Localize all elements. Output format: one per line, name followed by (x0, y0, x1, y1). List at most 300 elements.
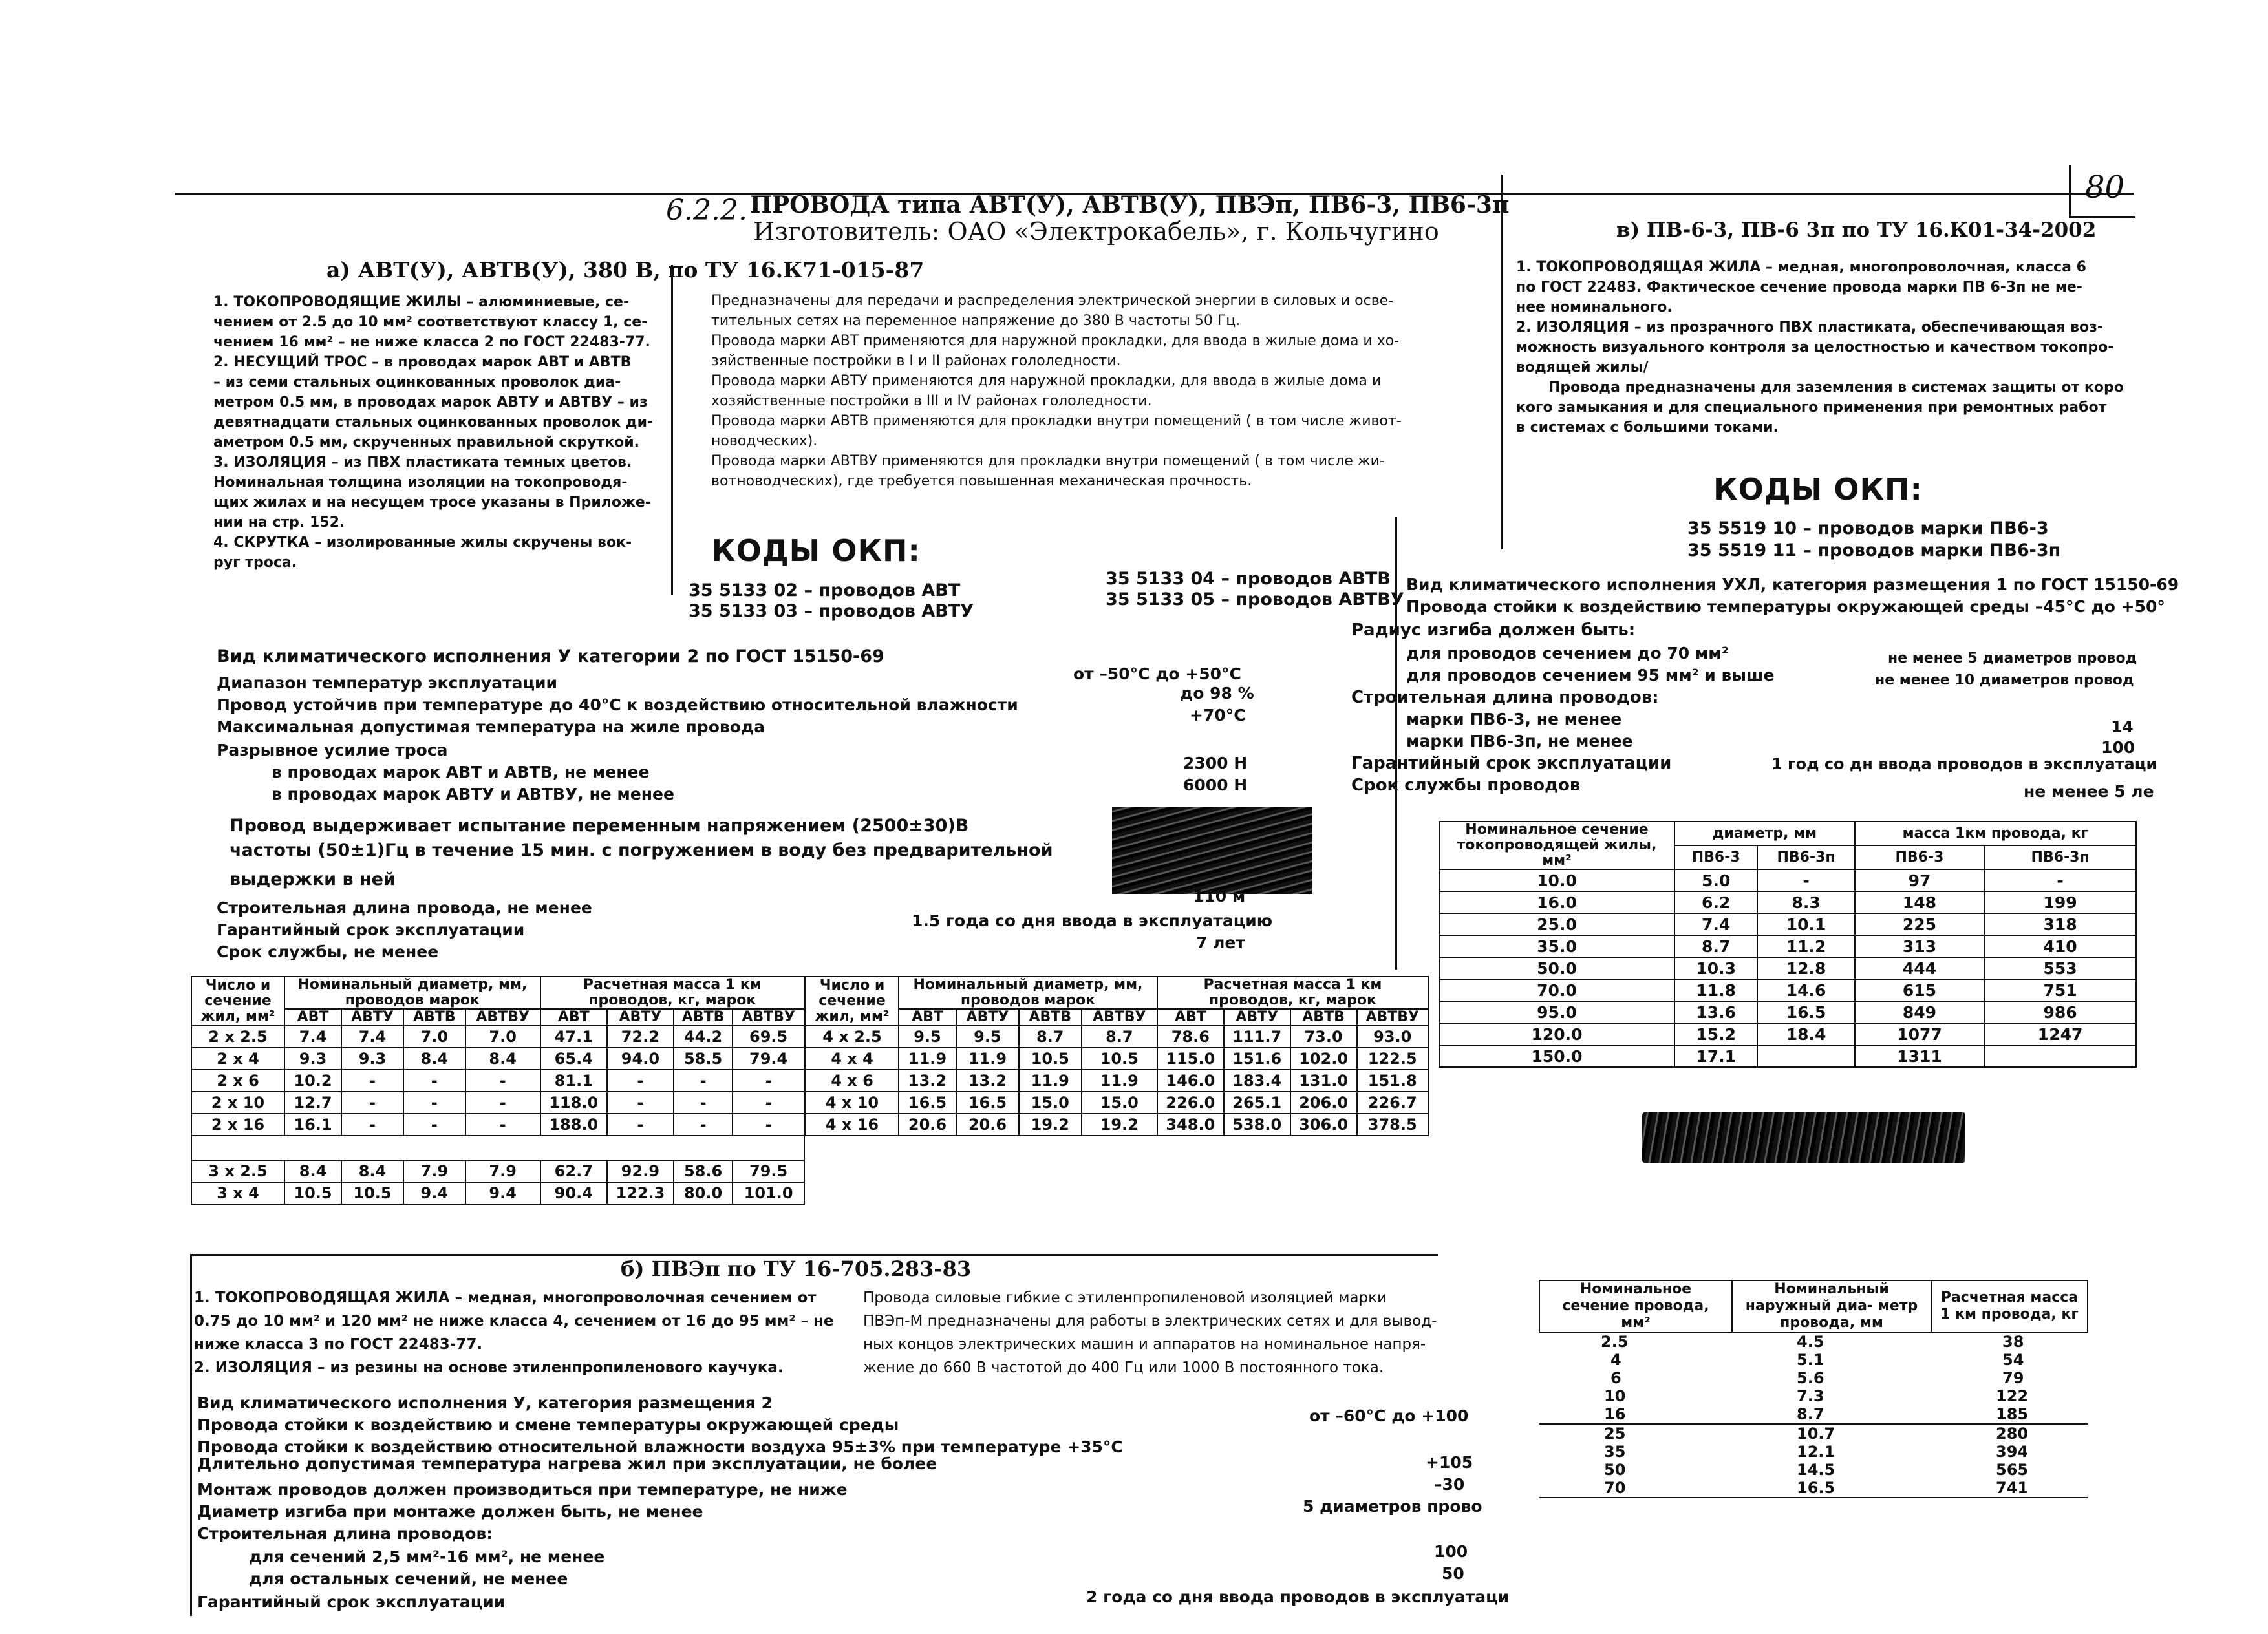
cell: 11.9 (899, 1048, 956, 1070)
table-row (806, 1092, 1428, 1114)
spec-label: в проводах марок АВТ и АВТВ, не менее (272, 763, 650, 781)
cell: - (465, 1114, 540, 1136)
cell: - (607, 1114, 674, 1136)
col-header: Номинальный диаметр, мм, проводов марок (899, 977, 1157, 1009)
spec-value: от –50°С до +50°С (1073, 664, 1241, 683)
cell: 16.5 (1797, 1479, 1835, 1497)
cell: 58.5 (674, 1048, 733, 1070)
cell: 12.8 (1757, 957, 1854, 979)
cell: 94.0 (607, 1048, 674, 1070)
cell: 79.4 (733, 1048, 804, 1070)
cell: 11.8 (1674, 979, 1757, 1001)
cell: - (341, 1070, 403, 1092)
cell: 101.0 (733, 1182, 804, 1204)
cell: 20.6 (899, 1114, 956, 1136)
text-line: 2. ИЗОЛЯЦИЯ – из прозрачного ПВХ пластиката, обеспечивающая воз- (1516, 319, 2104, 335)
cell: 10.1 (1757, 913, 1854, 935)
spec-label: Радиус изгиба должен быть: (1351, 621, 1636, 640)
cell: 70 (1604, 1479, 1626, 1497)
col-header: ПВ6-3п (1984, 845, 2136, 869)
cell: - (403, 1070, 465, 1092)
col-header: масса 1км провода, кг (1855, 822, 2136, 845)
text-line: руг троса. (213, 555, 297, 571)
cell: 148 (1855, 891, 1984, 913)
manufacturer: Изготовитель: ОАО «Электрокабель», г. Кольчугино (753, 217, 1439, 246)
spec-label: Гарантийный срок эксплуатации (197, 1593, 506, 1611)
spec-label: в проводах марок АВТУ и АВТВУ, не менее (272, 785, 674, 803)
col-header: Число и сечение жил, мм² (191, 977, 284, 1026)
cell: 11.9 (1019, 1070, 1082, 1092)
cell: 151.8 (1357, 1070, 1429, 1092)
text-line: Провода предназначены для заземления в системах защиты от коро (1548, 379, 2124, 396)
cell: - (733, 1114, 804, 1136)
table-row (1539, 1461, 2088, 1479)
cell: 8.7 (1674, 935, 1757, 957)
spec-value: до 98 % (1180, 684, 1254, 703)
table-row (191, 1182, 804, 1204)
spec-value: 110 м (1193, 887, 1246, 906)
table-row (191, 1048, 804, 1070)
cell: 9.4 (465, 1182, 540, 1204)
text-line: Предназначены для передачи и распределения электрической энергии в силовых и осве- (711, 293, 1394, 309)
cell: 185 (1996, 1405, 2029, 1423)
spec-value: 50 (1442, 1564, 1464, 1583)
table-row (1539, 1332, 2088, 1351)
text-line: ных концов электрических машин и аппаратов на номинальное напря- (863, 1336, 1426, 1353)
spec-value: 2 года со дня ввода проводов в эксплуатаци (1086, 1587, 1510, 1606)
spec-value: 1 год со дн ввода проводов в эксплуатаци (1771, 755, 2157, 773)
cell: 9.3 (341, 1048, 403, 1070)
cell: 226.0 (1157, 1092, 1224, 1114)
cell: 118.0 (540, 1092, 607, 1114)
col-header: АВТ (284, 1009, 341, 1026)
cell: 47.1 (540, 1026, 607, 1048)
text-line: метром 0.5 мм, в проводах марок АВТУ и АВТВУ – из (213, 394, 648, 410)
cell: 10.0 (1439, 869, 1674, 891)
text-line: зяйственные постройки в I и II районах гололедности. (711, 353, 1121, 369)
table-row (1439, 869, 2136, 891)
text-line: нее номинального. (1516, 299, 1673, 315)
text-line: ниже класса 3 по ГОСТ 22483-77. (194, 1336, 483, 1353)
section-b-heading: б) ПВЭп по ТУ 16-705.283-83 (621, 1257, 972, 1281)
spec-climate: Вид климатического исполнения УХЛ, категория размещения 1 по ГОСТ 15150-69 (1406, 575, 2179, 594)
table-c (1439, 821, 2137, 1068)
cell: 50.0 (1439, 957, 1674, 979)
cell: 2 x 6 (191, 1070, 284, 1092)
cell: 6.2 (1674, 891, 1757, 913)
spec-label: Разрывное усилие троса (217, 741, 448, 759)
text-line: Провода марки АВТ применяются для наружной прокладки, для ввода в жилые дома и хо- (711, 333, 1400, 349)
text-line: 0.75 до 10 мм² и 120 мм² не ниже класса 4, сечением от 16 до 95 мм² – не (194, 1313, 834, 1330)
col-header: АВТВУ (1082, 1009, 1157, 1026)
cell: 15.0 (1082, 1092, 1157, 1114)
table-row (191, 1160, 804, 1182)
frame-divider-vertical-lower (1395, 517, 1397, 970)
text-line: тительных сетях на переменное напряжение до 380 В частоты 50 Гц. (711, 313, 1241, 329)
cell (1757, 1045, 1854, 1067)
table-a-left (191, 976, 805, 1205)
cell: 10.3 (1674, 957, 1757, 979)
cell: 10 (1604, 1387, 1626, 1405)
spec-value: –30 (1434, 1475, 1465, 1494)
spec-label: Длительно допустимая температура нагрева жил при эксплуатации, не более (197, 1454, 937, 1473)
cell: 7.9 (403, 1160, 465, 1182)
spec-value: не менее 5 ле (2024, 782, 2154, 801)
page-number: 80 (2085, 169, 2125, 206)
cell: 226.7 (1357, 1092, 1429, 1114)
spec-label: Гарантийный срок эксплуатации (217, 920, 525, 939)
cell: 3 x 2.5 (191, 1160, 284, 1182)
section-b-description-right (863, 1286, 1471, 1379)
cell: 78.6 (1157, 1026, 1224, 1048)
cell: 102.0 (1290, 1048, 1357, 1070)
spec-label: Провод устойчив при температуре до 40°С к воздействию относительной влажности (217, 695, 1018, 714)
col-header: АВТУ (341, 1009, 403, 1026)
text-line: 2. НЕСУЩИЙ ТРОС – в проводах марок АВТ и АВТВ (213, 354, 632, 370)
cell: 225 (1855, 913, 1984, 935)
cell: 7.0 (403, 1026, 465, 1048)
cell: 19.2 (1019, 1114, 1082, 1136)
section-b-description-left (194, 1286, 840, 1379)
cell: 13.2 (956, 1070, 1019, 1092)
cell: 4 x 6 (806, 1070, 899, 1092)
cell: 2 x 16 (191, 1114, 284, 1136)
spec-value: 100 (2101, 738, 2135, 757)
cell: 615 (1855, 979, 1984, 1001)
col-header: Расчетная масса 1 км провода, кг (1931, 1280, 2088, 1332)
code-line: 35 5133 02 – проводов АВТ (689, 580, 961, 600)
text-line: жение до 660 В частотой до 400 Гц или 1000 В постоянного тока. (863, 1359, 1384, 1376)
cell: 348.0 (1157, 1114, 1224, 1136)
cell: 92.9 (607, 1160, 674, 1182)
cell: 150.0 (1439, 1045, 1674, 1067)
cell: 81.1 (540, 1070, 607, 1092)
spec-value: 2300 Н (1183, 754, 1248, 772)
spec-value: 100 (1434, 1542, 1468, 1561)
code-line: 35 5133 05 – проводов АВТВУ (1106, 589, 1404, 610)
text-line: Провода марки АВТВ применяются для прокладки внутри помещений ( в том числе живот- (711, 413, 1402, 429)
code-line: 35 5519 10 – проводов марки ПВ6-3 (1687, 518, 2049, 538)
cell: - (465, 1092, 540, 1114)
section-number: 6.2.2. (666, 194, 747, 227)
cell: 306.0 (1290, 1114, 1357, 1136)
cell: 4.5 (1797, 1333, 1824, 1351)
cell: 16.5 (956, 1092, 1019, 1114)
col-header: Номинальный наружный диа- метр провода, мм (1732, 1280, 1931, 1332)
cell: 265.1 (1224, 1092, 1290, 1114)
table-row (806, 1070, 1428, 1092)
col-header: ПВ6-3п (1757, 845, 1854, 869)
table-b (1539, 1280, 2088, 1498)
table-row (1439, 979, 2136, 1001)
cell: - (674, 1114, 733, 1136)
cell: 986 (1984, 1001, 2136, 1023)
cell: 10.7 (1797, 1425, 1835, 1443)
frame-left-rule (190, 1254, 192, 1616)
frame-divider-vertical (1501, 175, 1503, 549)
spec-label: для сечений 2,5 мм²-16 мм², не менее (249, 1547, 605, 1566)
col-header: Число и сечение жил, мм² (806, 977, 899, 1026)
cell: 8.3 (1757, 891, 1854, 913)
text-line: 2. ИЗОЛЯЦИЯ – из резины на основе этиленпропиленового каучука. (194, 1359, 784, 1376)
text-line: в системах с большими токами. (1516, 419, 1779, 436)
cell: 35.0 (1439, 935, 1674, 957)
cell: 13.2 (899, 1070, 956, 1092)
cell: 7.4 (341, 1026, 403, 1048)
text-line: новодческих). (711, 433, 818, 449)
text-line: по ГОСТ 22483. Фактическое сечение провода марки ПВ 6-3п не ме- (1516, 279, 2082, 295)
cell: 35 (1604, 1443, 1626, 1461)
table-row (1439, 891, 2136, 913)
cell: - (341, 1092, 403, 1114)
cell: 90.4 (540, 1182, 607, 1204)
text-line: чением 16 мм² – не ниже класса 2 по ГОСТ 22483-77. (213, 334, 650, 350)
cell: 4 (1610, 1351, 1621, 1369)
spec-label: Провода стойки к воздействию и смене температуры окружающей среды (197, 1416, 899, 1434)
cell: 8.7 (1082, 1026, 1157, 1048)
text-line: вотноводческих), где требуется повышенная механическая прочность. (711, 473, 1252, 489)
text-line: Провода марки АВТВУ применяются для прокладки внутри помещений ( в том числе жи- (711, 453, 1385, 469)
cell: 146.0 (1157, 1070, 1224, 1092)
cell: 131.0 (1290, 1070, 1357, 1092)
spec-label: Срок службы проводов (1351, 776, 1581, 795)
cell: 73.0 (1290, 1026, 1357, 1048)
cell: 16.0 (1439, 891, 1674, 913)
col-header: диаметр, мм (1674, 822, 1855, 845)
cell: 80.0 (674, 1182, 733, 1204)
cell: 122 (1996, 1387, 2029, 1405)
cell: 14.5 (1797, 1461, 1835, 1479)
cell: 849 (1855, 1001, 1984, 1023)
cell: 122.3 (607, 1182, 674, 1204)
code-line: 35 5133 03 – проводов АВТУ (689, 601, 974, 621)
cell: - (674, 1070, 733, 1092)
cell: 2.5 (1601, 1333, 1629, 1351)
cell: 10.5 (341, 1182, 403, 1204)
cell: 206.0 (1290, 1092, 1357, 1114)
test-line: частоты (50±1)Гц в течение 15 мин. с погружением в воду без предварительной (230, 840, 1053, 860)
col-header: АВТУ (956, 1009, 1019, 1026)
section-a-codes-heading: КОДЫ ОКП: (711, 533, 921, 568)
cell: 18.4 (1757, 1023, 1854, 1045)
table-row (191, 1026, 804, 1048)
cell: 313 (1855, 935, 1984, 957)
cell: 280 (1996, 1425, 2029, 1443)
text-line: девятнадцати стальных оцинкованных проволок ди- (213, 414, 654, 430)
table-row (1439, 1045, 2136, 1067)
table-row (1439, 1001, 2136, 1023)
cell: 115.0 (1157, 1048, 1224, 1070)
spec-value: от –60°С до +100 (1309, 1406, 1469, 1425)
spec-label: Строительная длина проводов: (197, 1524, 493, 1543)
col-header: АВТВУ (733, 1009, 804, 1026)
table-row (1539, 1479, 2088, 1498)
spec-label: для остальных сечений, не менее (249, 1569, 568, 1588)
section-a-heading: а) АВТ(У), АВТВ(У), 380 В, по ТУ 16.К71-015-87 (326, 257, 925, 282)
cell: 183.4 (1224, 1070, 1290, 1092)
cell: 58.6 (674, 1160, 733, 1182)
cell: 7.4 (284, 1026, 341, 1048)
cell: 9.4 (403, 1182, 465, 1204)
table-row (806, 1048, 1428, 1070)
cell: 13.6 (1674, 1001, 1757, 1023)
cell: 2 x 2.5 (191, 1026, 284, 1048)
cell: 378.5 (1357, 1114, 1429, 1136)
table-row (1439, 1023, 2136, 1045)
col-header: АВТВУ (465, 1009, 540, 1026)
text-line: Номинальная толщина изоляции на токопроводя- (213, 474, 628, 491)
cell: 8.4 (403, 1048, 465, 1070)
cell: 15.0 (1019, 1092, 1082, 1114)
cell: - (341, 1114, 403, 1136)
col-header: Расчетная масса 1 км проводов, кг, марок (540, 977, 804, 1009)
wire-photo-image (1642, 1112, 1965, 1163)
spec-value: 1.5 года со дня ввода в эксплуатацию (912, 911, 1273, 930)
table-row (806, 1026, 1428, 1048)
col-header: ПВ6-3 (1674, 845, 1757, 869)
spec-value: не менее 5 диаметров провод (1888, 650, 2137, 666)
cell: 8.4 (341, 1160, 403, 1182)
table-row (806, 1114, 1428, 1136)
cell: 5.6 (1797, 1369, 1824, 1387)
cell: 10.5 (284, 1182, 341, 1204)
col-header: АВТВУ (1357, 1009, 1429, 1026)
cell: 79.5 (733, 1160, 804, 1182)
cell: - (403, 1092, 465, 1114)
cell: 38 (2002, 1333, 2024, 1351)
spec-label: Строительная длина провода, не менее (217, 898, 592, 917)
spec-label: Строительная длина проводов: (1351, 688, 1659, 707)
spec-label: Диапазон температур эксплуатации (217, 674, 558, 692)
cell: 14.6 (1757, 979, 1854, 1001)
table-row (1439, 935, 2136, 957)
cell: 444 (1855, 957, 1984, 979)
table-row (1439, 913, 2136, 935)
col-header: Номинальное сечение токопроводящей жилы, мм² (1439, 822, 1674, 869)
text-line: 4. СКРУТКА – изолированные жилы скручены вок- (213, 535, 632, 551)
cell: 151.6 (1224, 1048, 1290, 1070)
col-header: Расчетная масса 1 км проводов, кг, марок (1157, 977, 1428, 1009)
section-a-left-divider (671, 265, 673, 595)
cell: 12.1 (1797, 1443, 1835, 1461)
table-row-spacer (191, 1136, 804, 1160)
cell: - (674, 1092, 733, 1114)
spec-value: +70°С (1190, 706, 1246, 725)
text-line: 1. ТОКОПРОВОДЯЩИЕ ЖИЛЫ – алюминиевые, се- (213, 294, 630, 310)
cell: - (403, 1114, 465, 1136)
spec-label: Максимальная допустимая температура на жиле провода (217, 717, 765, 736)
code-line: 35 5519 11 – проводов марки ПВ6-3п (1687, 540, 2061, 560)
section-a-description-left (213, 292, 666, 573)
cell: 2 x 10 (191, 1092, 284, 1114)
spec-label: марки ПВ6-3п, не менее (1406, 732, 1633, 750)
spec-climate: Провода стойки к воздействию температуры окружающей среды –45°С до +50° (1406, 597, 2165, 616)
cell: 741 (1996, 1479, 2029, 1497)
spec-value: 6000 Н (1183, 776, 1248, 794)
cell: 122.5 (1357, 1048, 1429, 1070)
text-line: ПВЭп-М предназначены для работы в электрических сетях и для вывод- (863, 1313, 1437, 1330)
cell: 16.5 (899, 1092, 956, 1114)
spec-value: +105 (1426, 1453, 1473, 1472)
cell: - (607, 1070, 674, 1092)
spec-value: 5 диаметров прово (1303, 1497, 1482, 1516)
col-header: АВТ (899, 1009, 956, 1026)
text-line: – из семи стальных оцинкованных проволок диа- (213, 374, 621, 390)
cell: 72.2 (607, 1026, 674, 1048)
table-a-underline (190, 1254, 1438, 1256)
cell: 25.0 (1439, 913, 1674, 935)
cell: 9.3 (284, 1048, 341, 1070)
section-c-description (1516, 257, 2137, 438)
section-a-description-right (711, 291, 1500, 491)
col-header: Номинальное сечение провода, мм² (1539, 1280, 1732, 1332)
table-row (191, 1070, 804, 1092)
text-line: 1. ТОКОПРОВОДЯЩАЯ ЖИЛА – медная, многопроволочная, класса 6 (1516, 259, 2086, 275)
col-header: АВТУ (607, 1009, 674, 1026)
cell: - (1984, 869, 2136, 891)
col-header: АВТ (1157, 1009, 1224, 1026)
cell: 16 (1604, 1405, 1626, 1423)
spec-label: Диаметр изгиба при монтаже должен быть, не менее (197, 1502, 703, 1521)
col-header: АВТ (540, 1009, 607, 1026)
test-line: Провод выдерживает испытание переменным напряжением (2500±30)В (230, 816, 969, 836)
col-header: ПВ6-3 (1855, 845, 1984, 869)
cell: 11.9 (956, 1048, 1019, 1070)
table-a-right (805, 976, 1429, 1136)
spec-value: не менее 10 диаметров провод (1875, 672, 2134, 688)
cell: 79 (2002, 1369, 2024, 1387)
col-header: АВТВ (1290, 1009, 1357, 1026)
cell: 16.1 (284, 1114, 341, 1136)
cell: 9.5 (956, 1026, 1019, 1048)
table-row (191, 1092, 804, 1114)
text-line: нии на стр. 152. (213, 515, 345, 531)
spec-label: Срок службы, не менее (217, 942, 439, 961)
cell: - (1757, 869, 1854, 891)
table-row (1439, 957, 2136, 979)
cell: 4 x 16 (806, 1114, 899, 1136)
cell: 12.7 (284, 1092, 341, 1114)
cell: 20.6 (956, 1114, 1019, 1136)
cell: 111.7 (1224, 1026, 1290, 1048)
cell: 1311 (1855, 1045, 1984, 1067)
text-line: 3. ИЗОЛЯЦИЯ – из ПВХ пластиката темных цветов. (213, 454, 632, 471)
cell: 5.0 (1674, 869, 1757, 891)
cell: 199 (1984, 891, 2136, 913)
table-row (1539, 1405, 2088, 1424)
section-c-codes-heading: КОДЫ ОКП: (1713, 472, 1923, 507)
col-header: АВТВ (403, 1009, 465, 1026)
cell: 65.4 (540, 1048, 607, 1070)
spec-label: для проводов сечением 95 мм² и выше (1406, 666, 1775, 684)
table-row (1539, 1387, 2088, 1405)
cell: 95.0 (1439, 1001, 1674, 1023)
cell: 5.1 (1797, 1351, 1824, 1369)
col-header: Номинальный диаметр, мм, проводов марок (284, 977, 540, 1009)
col-header: АВТВ (1019, 1009, 1082, 1026)
cell: 1077 (1855, 1023, 1984, 1045)
table-row (1539, 1369, 2088, 1387)
spec-label: Провода стойки к воздействию относительной влажности воздуха 95±3% при температуре +35°С (197, 1438, 1123, 1456)
code-line: 35 5133 04 – проводов АВТВ (1106, 569, 1391, 589)
cell: 394 (1996, 1443, 2029, 1461)
cell: 11.9 (1082, 1070, 1157, 1092)
cell: 8.7 (1797, 1405, 1824, 1423)
cell: 44.2 (674, 1026, 733, 1048)
col-header: АВТВ (674, 1009, 733, 1026)
spec-climate: Вид климатического исполнения У категории 2 по ГОСТ 15150-69 (217, 646, 884, 666)
cell: 70.0 (1439, 979, 1674, 1001)
